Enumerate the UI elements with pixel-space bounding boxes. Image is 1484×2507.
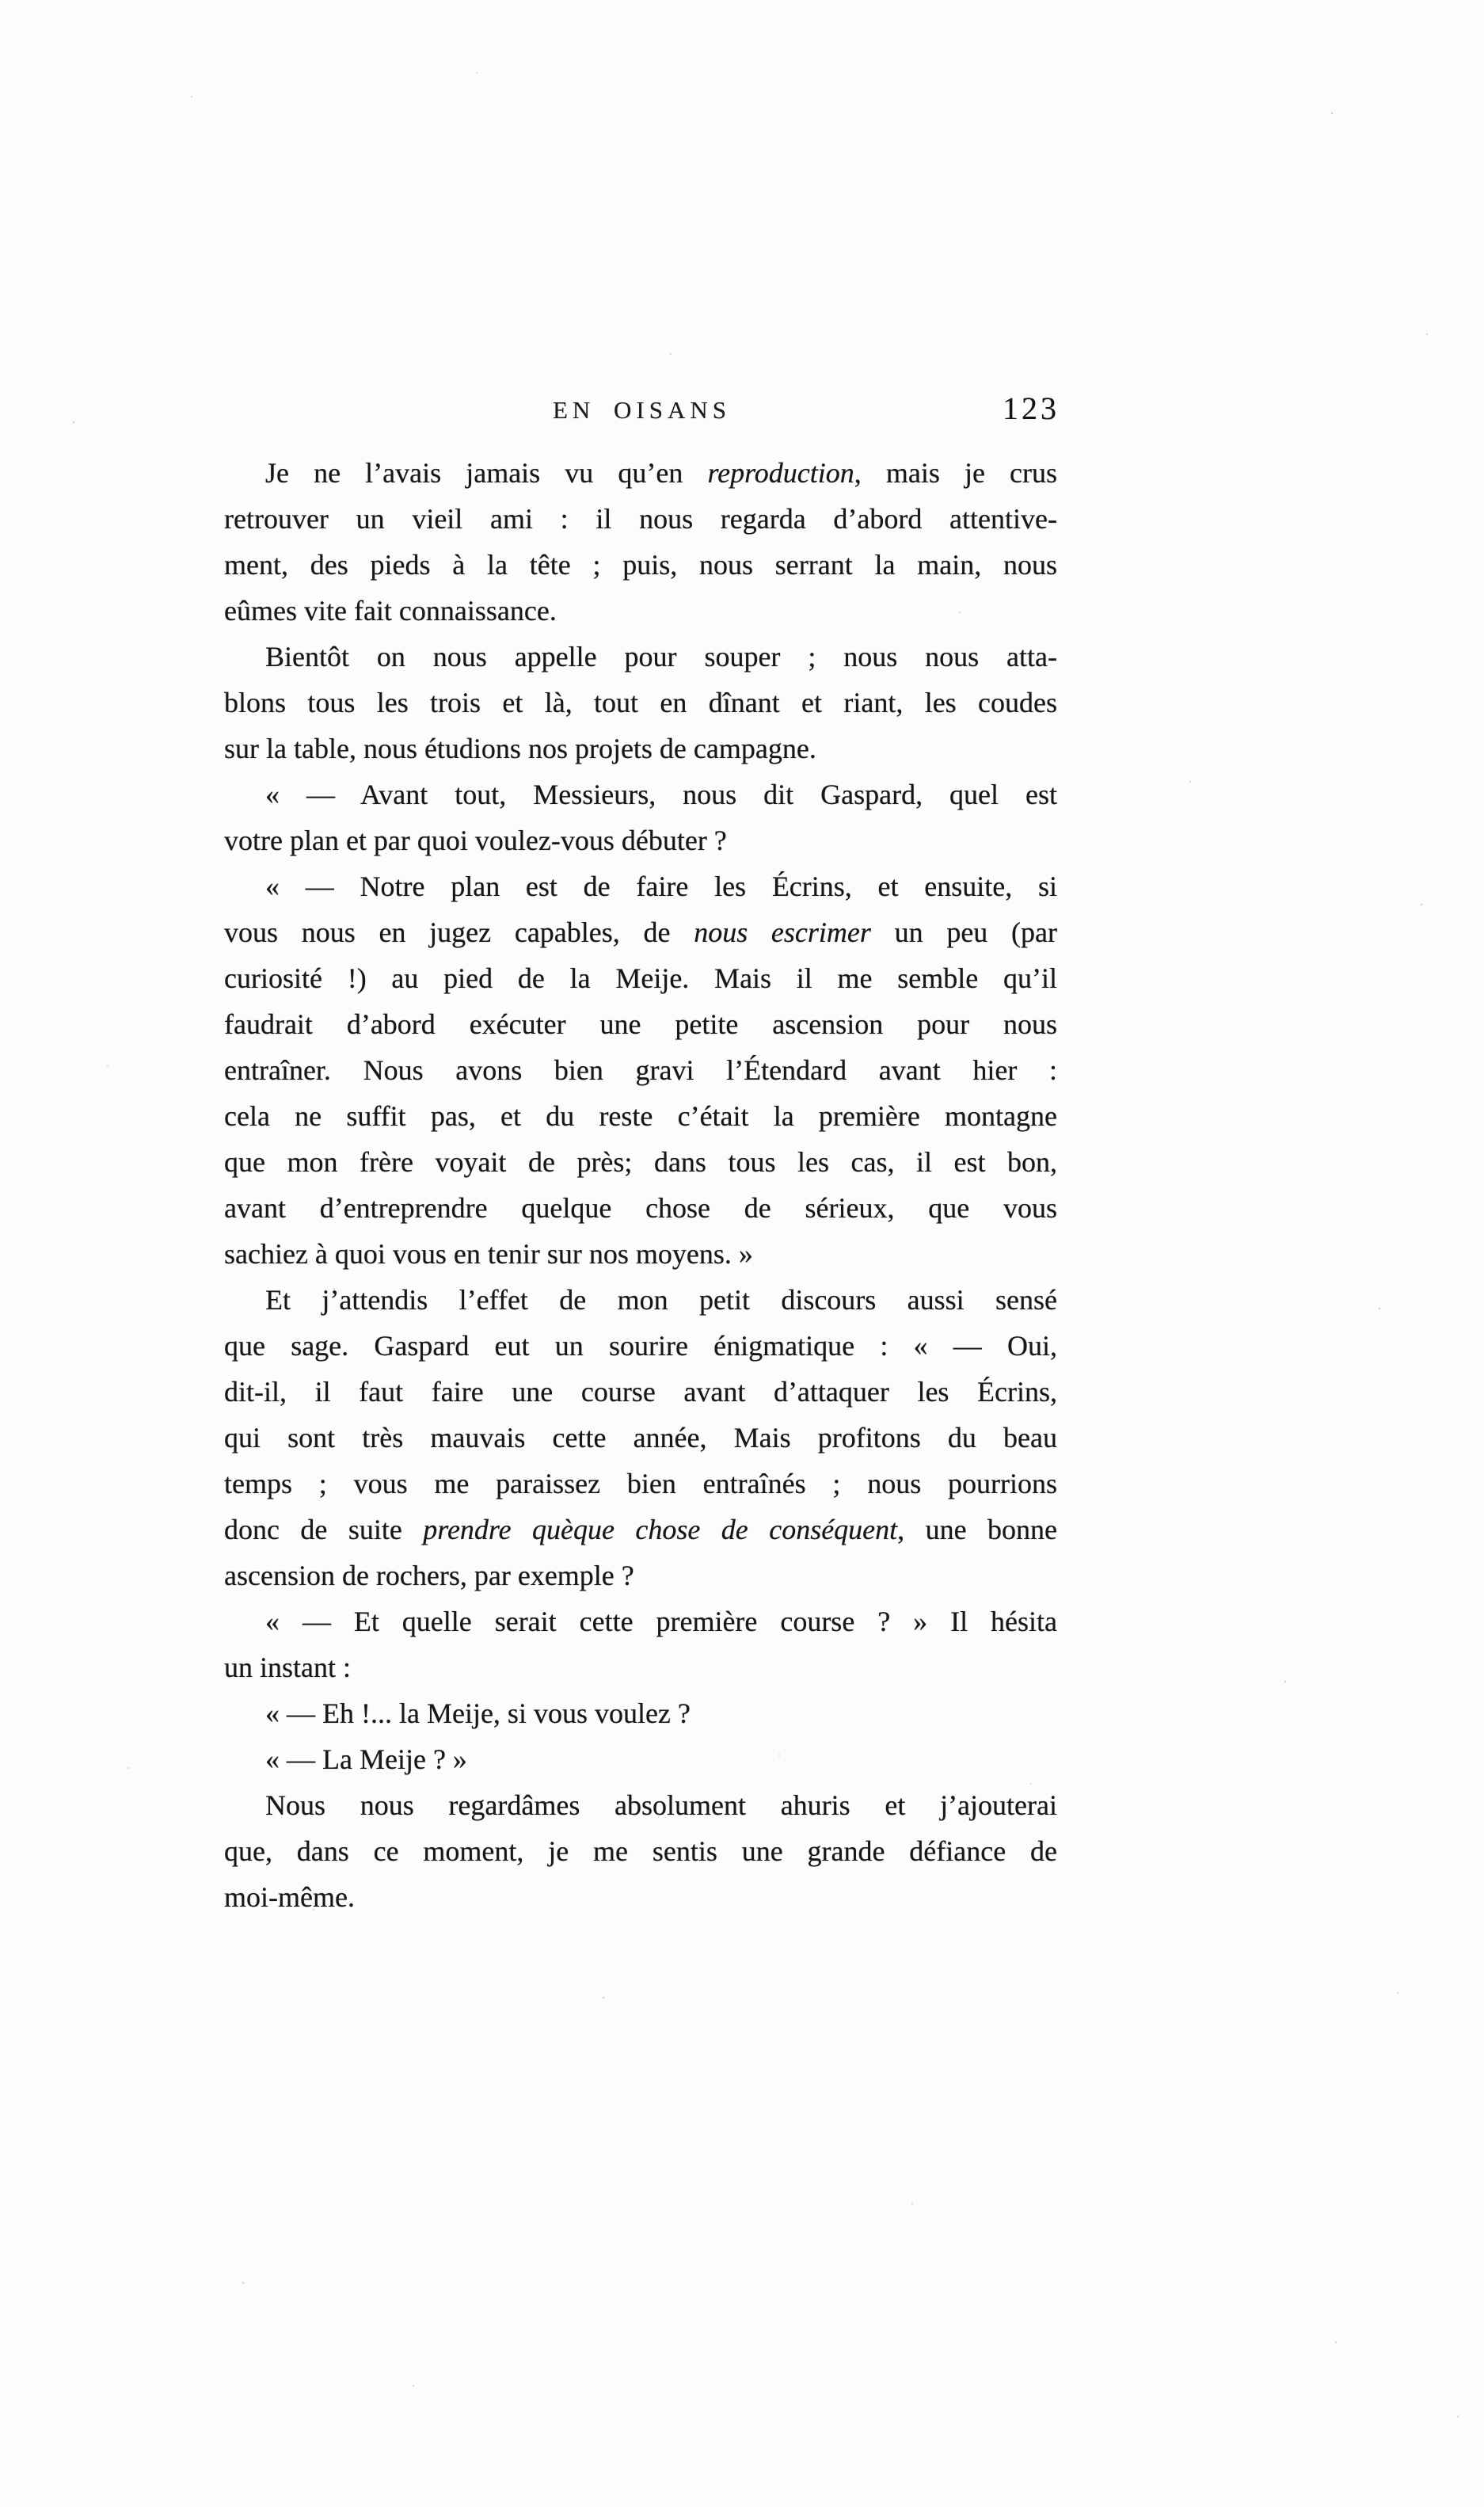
text-line: que mon frère voyait de près; dans tous les cas, il est bon,	[224, 1146, 1057, 1178]
text-line: un instant :	[224, 1652, 351, 1683]
text-line: ment, des pieds à la tête ; puis, nous serrant la main, nous	[224, 549, 1057, 581]
text-line: retrouver un vieil ami : il nous regarda d’abord attentive-	[224, 503, 1057, 535]
text-line: ascension de rochers, par exemple ?	[224, 1560, 634, 1591]
text-line: curiosité !) au pied de la Meije. Mais il me semble qu’il	[224, 962, 1057, 994]
paragraph	[224, 450, 1057, 634]
paragraph	[224, 1736, 1057, 1782]
text-line: entraîner. Nous avons bien gravi l’Étendard avant hier :	[224, 1054, 1057, 1086]
text-line: que, dans ce moment, je me sentis une grande défiance de	[224, 1835, 1057, 1867]
paragraph	[224, 772, 1057, 863]
paragraph	[224, 1782, 1057, 1920]
text-block	[224, 450, 1057, 1920]
text-line: « — Avant tout, Messieurs, nous dit Gaspard, quel est	[265, 779, 1057, 810]
text-line: moi-même.	[224, 1881, 355, 1913]
text-line: avant d’entreprendre quelque chose de sérieux, que vous	[224, 1192, 1057, 1224]
text-line: Nous nous regardâmes absolument ahuris et j’ajouterai	[265, 1789, 1057, 1821]
text-line: que sage. Gaspard eut un sourire énigmatique : « — Oui,	[224, 1330, 1057, 1362]
text-line: « — La Meije ? »	[265, 1743, 467, 1775]
text-line: faudrait d’abord exécuter une petite ascension pour nous	[224, 1008, 1057, 1040]
text-line: blons tous les trois et là, tout en dînant et riant, les coudes	[224, 687, 1057, 718]
text-line: Et j’attendis l’effet de mon petit discours aussi sensé	[265, 1284, 1057, 1316]
text-line: votre plan et par quoi voulez-vous débuter ?	[224, 825, 727, 856]
paragraph	[224, 1598, 1057, 1690]
page-header	[224, 390, 1060, 434]
text-line: « — Eh !... la Meije, si vous voulez ?	[265, 1697, 691, 1729]
text-line: sur la table, nous étudions nos projets de campagne.	[224, 733, 816, 764]
scan-speckles	[0, 0, 2, 2]
text-line: Je ne l’avais jamais vu qu’en reproduction, mais je crus	[265, 457, 1058, 489]
text-line: « — Et quelle serait cette première course ? » Il hésita	[265, 1606, 1057, 1637]
paragraph	[224, 1277, 1057, 1598]
running-title: EN OISANS	[552, 396, 732, 424]
text-line: dit-il, il faut faire une course avant d’attaquer les Écrins,	[224, 1376, 1057, 1408]
text-line: qui sont très mauvais cette année, Mais profitons du beau	[224, 1422, 1057, 1454]
text-line: sachiez à quoi vous en tenir sur nos moyens. »	[224, 1238, 753, 1270]
text-line: « — Notre plan est de faire les Écrins, et ensuite, si	[265, 871, 1057, 902]
page-number: 123	[1003, 391, 1060, 426]
text-line: cela ne suffit pas, et du reste c’était la première montagne	[224, 1100, 1057, 1132]
text-line: eûmes vite fait connaissance.	[224, 595, 557, 627]
paragraph	[224, 863, 1057, 1277]
paragraph	[224, 634, 1057, 772]
paragraph	[224, 1690, 1057, 1736]
text-line: vous nous en jugez capables, de nous escrimer un peu (par	[224, 916, 1057, 948]
text-line: donc de suite prendre quèque chose de conséquent, une bonne	[224, 1514, 1058, 1545]
text-line: temps ; vous me paraissez bien entraînés ; nous pourrions	[224, 1468, 1057, 1499]
text-line: Bientôt on nous appelle pour souper ; nous nous atta-	[265, 641, 1057, 672]
